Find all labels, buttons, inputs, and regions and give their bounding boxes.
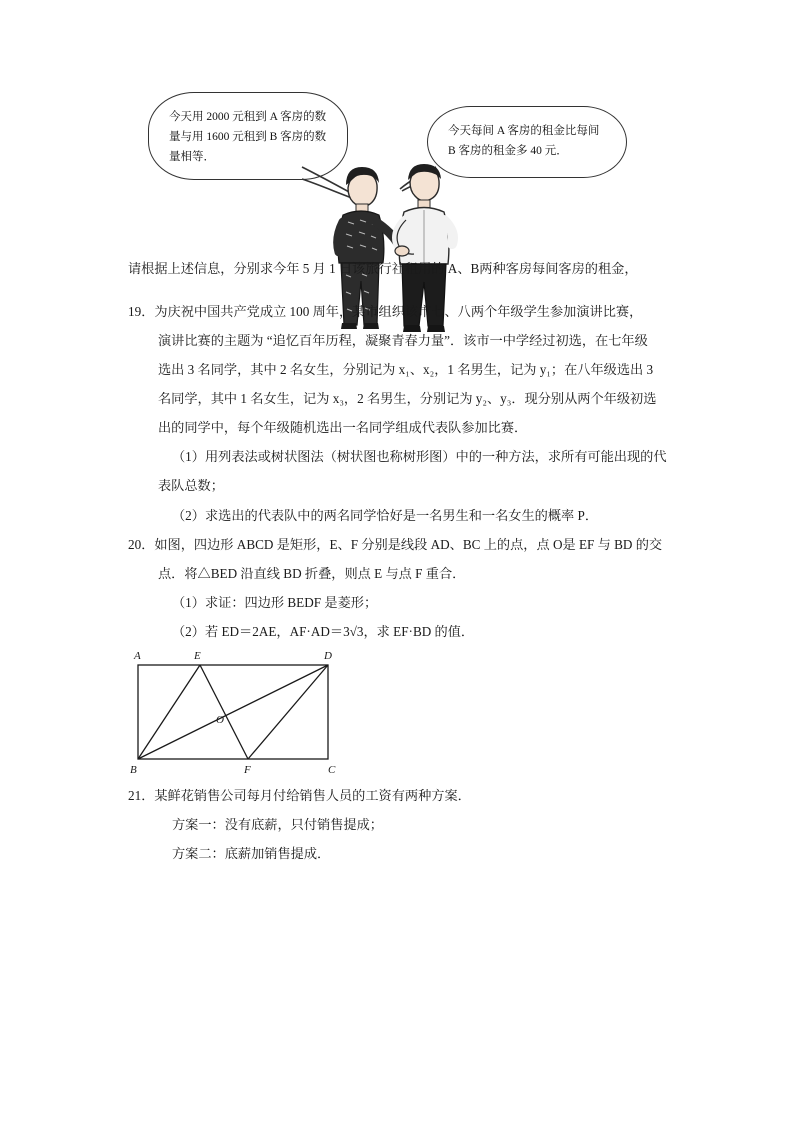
- question-20-text-0: 如图，四边形 ABCD 是矩形，E、F 分别是线段 AD、BC 上的点，点 O是 EF 与 BD 的交: [154, 536, 663, 552]
- question-19-number: 19．: [128, 304, 155, 320]
- question-20-sub-0: （1）求证：四边形 BEDF 是菱形；: [172, 594, 378, 610]
- geometry-figure-rectangle-abcd: [0, 647, 794, 782]
- question-19-sub-2: （2）求选出的代表队中的两名同学恰好是一名男生和一名女生的概率 P．: [172, 507, 599, 523]
- question-20: [128, 531, 684, 645]
- question-19-sub-0: （1）用列表法或树状图法（树状图也称树形图）中的一种方法，求所有可能出现的代: [172, 449, 667, 465]
- speech-bubble-right-text: 今天每间 A 客房的租金比每间 B 客房的租金多 40 元．: [448, 125, 600, 158]
- question-19-text-0: 为庆祝中国共产党成立 100 周年，某市组织该市七、八两个年级学生参加演讲比赛，: [154, 304, 643, 320]
- document-body-lower: [0, 782, 794, 867]
- question-21-number: 21．: [128, 787, 155, 803]
- svg-text:F: F: [244, 763, 251, 776]
- svg-text:A: A: [134, 649, 141, 662]
- svg-text:E: E: [194, 649, 201, 662]
- question-19-line-1: 演讲比赛的主题为 “追忆百年历程，凝聚青春力量”．该市一中学经过初选，在七年级: [158, 333, 648, 349]
- question-21: [128, 782, 684, 867]
- speech-bubble-left-text: 今天用 2000 元租到 A 客房的数量与用 1600 元租到 B 客房的数量相等．: [169, 111, 327, 164]
- question-19: [128, 298, 684, 529]
- question-19-line-4: 出的同学中，每个年级随机选出一名同学组成代表队参加比赛．: [158, 420, 528, 436]
- question-20-line-1: 点．将△BED 沿直线 BD 折叠，则点 E 与点 F 重合．: [158, 565, 466, 581]
- question-19-line-0: [128, 298, 684, 325]
- question-19-line-2: 选出 3 名同学，其中 2 名女生，分别记为 x₁、x₂，1 名男生，记为 y₁；在八年级选出 3: [158, 362, 654, 378]
- svg-text:D: D: [324, 649, 332, 662]
- question-21-sub-1: 方案二：底薪加销售提成．: [172, 845, 331, 861]
- question-21-line-0: [128, 782, 684, 809]
- comic-caption: 请根据上述信息，分别求今年 5 月 1 日该旅行社租用的 A、B两种客房每间客房的租金，: [128, 261, 638, 276]
- comic-illustration: [0, 0, 794, 255]
- question-20-line-0: [128, 531, 684, 558]
- svg-text:C: C: [328, 763, 336, 776]
- svg-text:O: O: [216, 713, 224, 726]
- question-21-text-0: 某鲜花销售公司每月付给销售人员的工资有两种方案．: [154, 787, 471, 803]
- question-21-sub-0: 方案一：没有底薪，只付销售提成；: [172, 816, 383, 832]
- question-19-line-3: 名同学，其中 1 名女生，记为 x₃，2 名男生，分别记为 y₂、y₃．现分别从两个年级初选: [158, 391, 657, 407]
- question-20-sub-1: （2）若 ED＝2AE，AF·AD＝3√3，求 EF·BD 的值．: [172, 623, 475, 639]
- svg-text:B: B: [130, 763, 137, 776]
- document-body: [0, 255, 794, 645]
- question-19-sub-1: 表队总数；: [158, 478, 224, 494]
- question-20-number: 20．: [128, 536, 155, 552]
